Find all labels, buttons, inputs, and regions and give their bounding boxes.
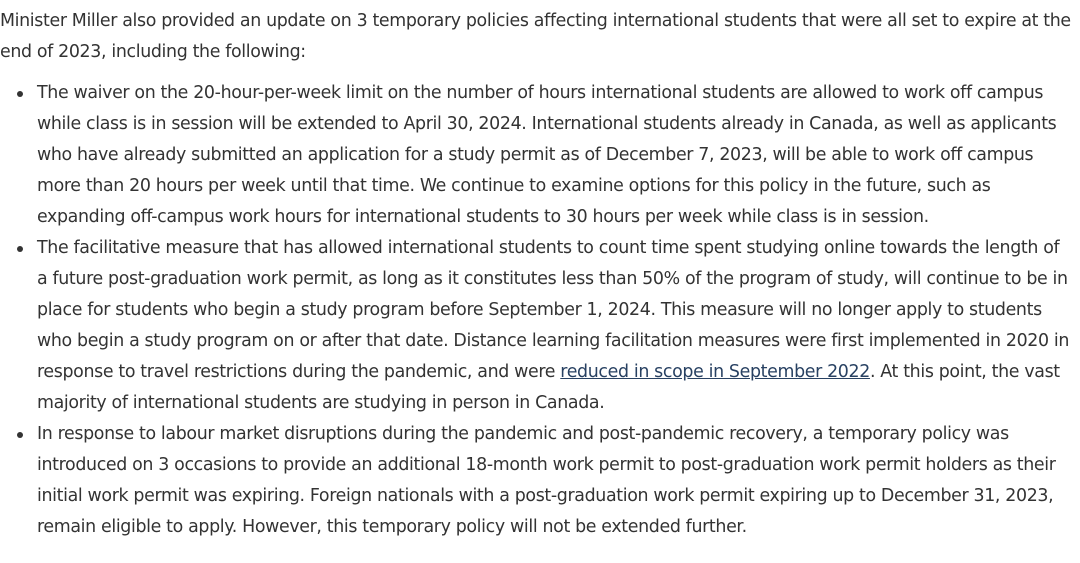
policy-work-hours-text: The waiver on the 20-hour-per-week limit on the number of hours international students are allowed to work off campus while class is in session will be extended to April 30, 2024. International students already in Canada, as well as applicants who have already submitted an application for a study permit as of December 7, 2023, will be able to work off campus more than 20 hours per week until that time. We continue to examine options for this policy in the future, such as expanding off-campus work hours for international students to 30 hours per week while class is in session. <box>37 83 1057 227</box>
policy-list <box>0 78 1080 543</box>
bullet-icon <box>17 432 23 438</box>
bullet-icon <box>17 91 23 97</box>
policy-online-study-text-start: The facilitative measure that has allowed international students to count time spent studying online towards the length of a future post-graduation work permit, as long as it constitutes less than 50% of the program of study, will continue to be in place for students who begin a study program before September 1, 2024. This measure will no longer apply to students who begin a study program on or after that date. Distance learning facilitation measures were first implemented in 2020 in response to travel restrictions during the pandemic, and were <box>37 238 1070 382</box>
list-item <box>0 78 1080 233</box>
intro-paragraph: Minister Miller also provided an update on 3 temporary policies affecting international students that were all set to expire at the end of 2023, including the following: <box>0 11 1071 62</box>
list-item <box>0 233 1080 419</box>
list-item <box>0 419 1080 543</box>
bullet-icon <box>17 246 23 252</box>
policy-online-study-text-end: . At this point, the vast majority of international students are studying in person in Canada. <box>37 362 1060 413</box>
reduced-in-scope-link[interactable]: reduced in scope in September 2022 <box>560 362 870 382</box>
policy-pgwp-extension-text: In response to labour market disruptions during the pandemic and post-pandemic recovery, a temporary policy was introduced on 3 occasions to provide an additional 18-month work permit to post-graduation work permit holders as their initial work permit was expiring. Foreign nationals with a post-graduation work permit expiring up to December 31, 2023, remain eligible to apply. However, this temporary policy will not be extended further. <box>37 424 1056 537</box>
